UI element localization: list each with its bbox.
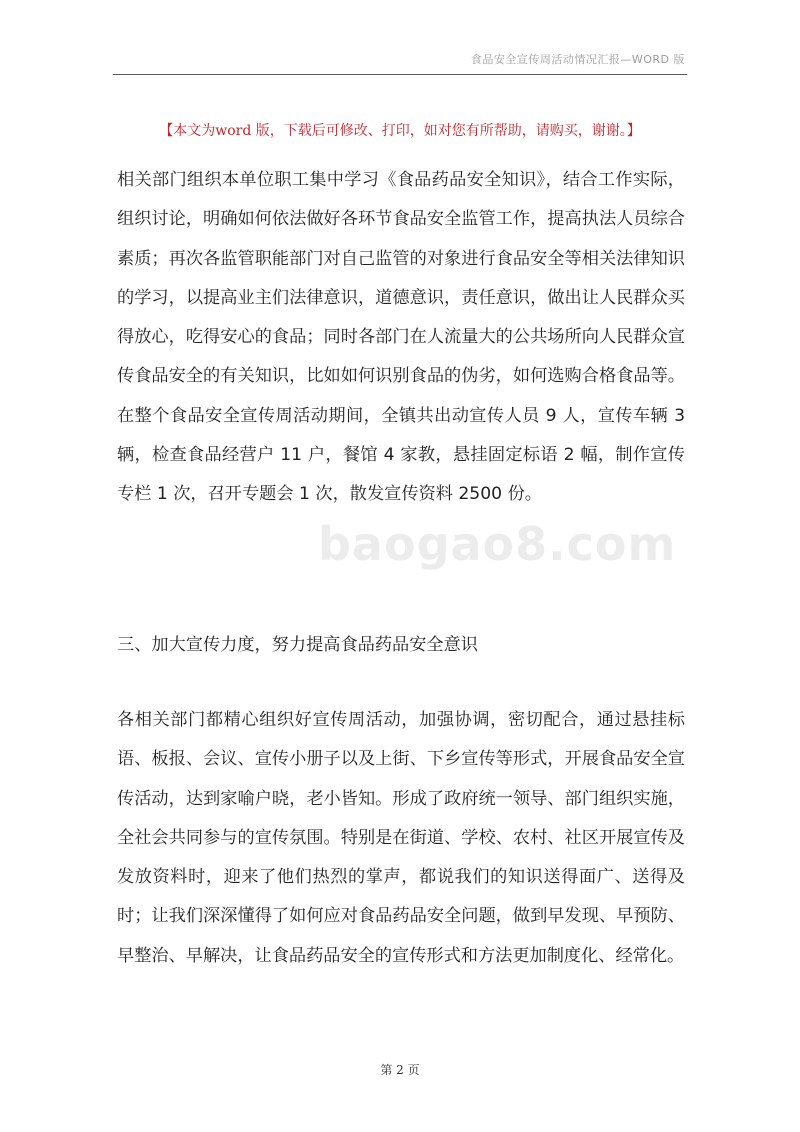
- header-title: 食品安全宣传周活动情况汇报—WORD 版: [470, 53, 685, 66]
- section-heading: 三、加大宣传力度，努力提高食品药品安全意识: [117, 635, 478, 655]
- paragraph-2: 各相关部门都精心组织好宣传周活动，加强协调，密切配合，通过悬挂标语、板报、会议、宣传小册子以及上街、下乡宣传等形式，开展食品安全宣传活动，达到家喻户晓，老小皆知。形成了政府统一领导、部门组织实施，全社会共同参与的宣传氛围。特别是在街道、学校、农村、社区开展宣传及发放资料时，迎来了他们热烈的掌声，都说我们的知识送得面广、送得及时；让我们深深懂得了如何应对食品药品安全问题，做到早发现、早预防、早整治、早解决，让食品药品安全的宣传形式和方法更加制度化、经常化。: [117, 710, 685, 966]
- header-divider: [113, 74, 687, 75]
- watermark: baogao8.com: [318, 517, 677, 571]
- download-notice: 【本文为word 版，下载后可修改、打印，如对您有所帮助，请购买，谢谢。】: [159, 123, 641, 139]
- paragraph-1: 相关部门组织本单位职工集中学习《食品药品安全知识》，结合工作实际，组织讨论，明确如何依法做好各环节食品安全监管工作，提高执法人员综合素质；再次各监管职能部门对自己监管的对象进行食品安全等相关法律知识的学习，以提高业主们法律意识，道德意识，责任意识，做出让人民群众买得放心，吃得安心的食品；同时各部门在人流量大的公共场所向人民群众宣传食品安全的有关知识，比如如何识别食品的伪劣，如何选购合格食品等。在整个食品安全宣传周活动期间，全镇共出动宣传人员 9 人，宣传车辆 3 辆，检查食品经营户 11 户，餐馆 4 家教，悬挂固定标语 2 幅，制作宣传专栏 1 次，召开专题会 1 次，散发宣传资料 2500 份。: [117, 170, 685, 505]
- page-number: 第 2 页: [380, 1063, 420, 1077]
